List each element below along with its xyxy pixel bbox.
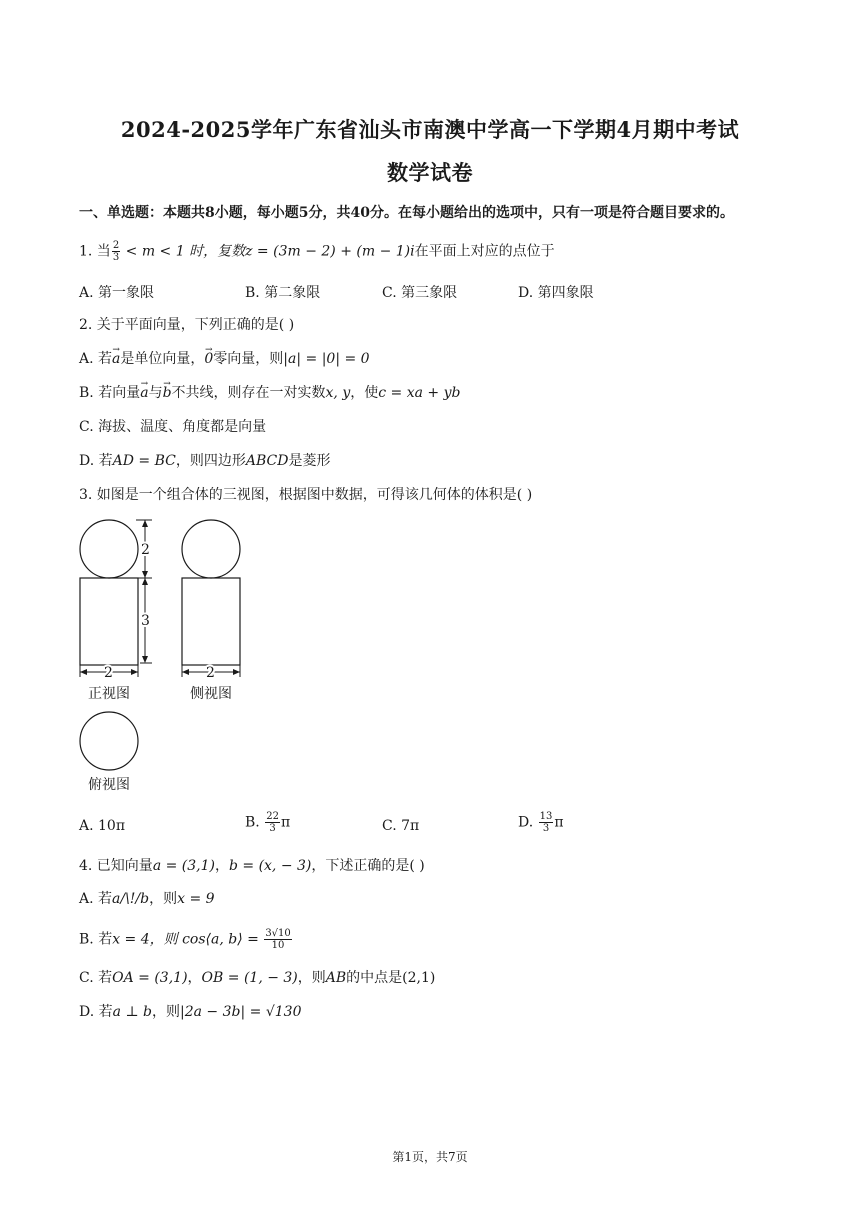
question-4-option-d: D. 若a ⊥ b，则|2a − 3b| = √130 bbox=[79, 1004, 302, 1020]
question-3-option-c: C. 7π bbox=[382, 818, 420, 834]
dim-sphere-label: 2 bbox=[141, 542, 150, 558]
question-1-option-a: A. 第一象限 bbox=[79, 285, 155, 301]
question-3-option-a: A. 10π bbox=[79, 818, 126, 834]
question-1-option-b: B. 第二象限 bbox=[245, 285, 321, 301]
question-4-stem: 4. 已知向量a = (3,1)，b = (x, − 3)，下述正确的是( ) bbox=[79, 858, 425, 874]
question-2-stem: 2. 关于平面向量，下列正确的是( ) bbox=[79, 317, 295, 333]
dim-height-label: 3 bbox=[141, 613, 150, 629]
side-view-cylinder bbox=[182, 578, 240, 665]
question-2-option-b: B. 若向量→ a与→ b不共线，则存在一对实数x, y，使c = xa + yb bbox=[79, 383, 460, 403]
top-view-figure bbox=[70, 706, 150, 776]
question-2-option-c: C. 海拔、温度、角度都是向量 bbox=[79, 419, 267, 435]
side-view-sphere bbox=[182, 520, 240, 578]
question-2-option-a: A. 若→ a是单位向量，→ 0零向量，则|a| = |0| = 0 bbox=[79, 349, 370, 369]
question-4-option-a: A. 若a/\!/b，则x = 9 bbox=[79, 891, 215, 907]
question-4-option-b: B. 若x = 4，则 cos⟨a, b⟩ = $\frac{3√10}{10}$ bbox=[79, 928, 291, 951]
three-view-figure bbox=[70, 512, 270, 692]
dim-width-front-label: 2 bbox=[104, 665, 113, 681]
page-footer: 第1页，共7页 bbox=[392, 1150, 468, 1164]
question-1-stem: 1. 当 $\frac{2}{3}$ < m < 1 时，复数z = (3m − 2) + (m − 1)i在平面上对应的点位于 bbox=[79, 240, 555, 263]
exam-subtitle: 数学试卷 bbox=[387, 160, 473, 185]
top-view-label: 俯视图 bbox=[88, 777, 130, 793]
front-view-label: 正视图 bbox=[88, 686, 130, 702]
question-3-stem: 3. 如图是一个组合体的三视图，根据图中数据，可得该几何体的体积是( ) bbox=[79, 487, 533, 503]
top-view-circle bbox=[80, 712, 138, 770]
exam-title: 2024-2025学年广东省汕头市南澳中学高一下学期4月期中考试 bbox=[120, 117, 740, 142]
question-1-option-c: C. 第三象限 bbox=[382, 285, 458, 301]
dim-width-side-label: 2 bbox=[206, 665, 215, 681]
fraction: $\frac{2}{3}$ bbox=[112, 240, 120, 263]
question-4-option-c: C. 若OA = (3,1)，OB = (1, − 3)，则AB的中点是(2,1) bbox=[79, 970, 436, 986]
side-view-label: 侧视图 bbox=[190, 686, 232, 702]
question-1-option-d: D. 第四象限 bbox=[518, 285, 594, 301]
front-view-sphere bbox=[80, 520, 138, 578]
question-3-option-d: D. $\frac{13}{3}$ π bbox=[518, 811, 564, 834]
section-heading: 一、单选题：本题共8小题，每小题5分，共40分。在每小题给出的选项中，只有一项是符合题目要求的。 bbox=[79, 205, 734, 221]
question-3-option-b: B. $\frac{22}{3}$ π bbox=[245, 811, 291, 834]
question-2-option-d: D. 若AD = BC，则四边形ABCD是菱形 bbox=[79, 453, 331, 469]
front-view-cylinder bbox=[80, 578, 138, 665]
